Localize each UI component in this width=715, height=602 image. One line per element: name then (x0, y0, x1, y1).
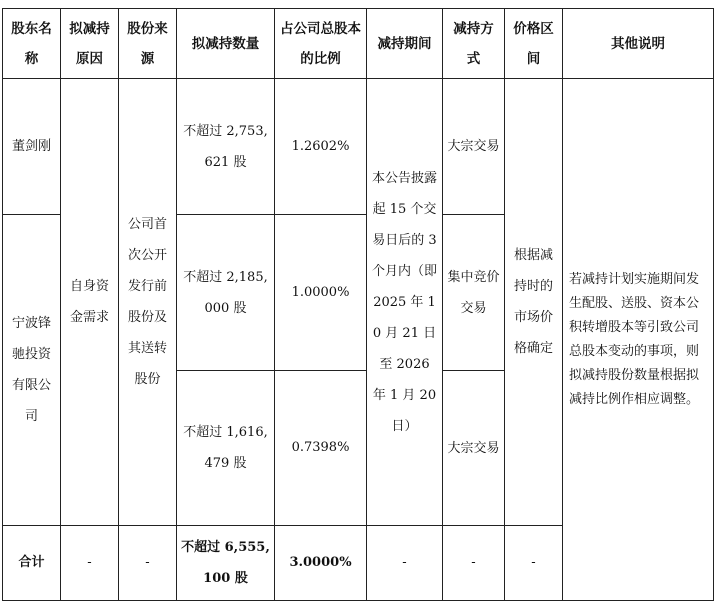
method-cell: 大宗交易 (443, 371, 505, 526)
total-quantity: 不超过 6,555,100 股 (177, 526, 275, 601)
quantity-cell: 不超过 2,185,000 股 (177, 215, 275, 371)
source-cell: 公司首次公开发行前股份及其送转股份 (119, 79, 177, 526)
note-cell: 若减持计划实施期间发生配股、送股、资本公积转增股本等引致公司总股本变动的事项，则拟减持股份数量根据拟减持比例作相应调整。 (563, 79, 714, 601)
header-quantity: 拟减持数量 (177, 9, 275, 79)
price-cell: 根据减持时的市场价格确定 (505, 79, 563, 526)
ratio-cell: 0.7398% (275, 371, 367, 526)
period-cell: 本公告披露起 15 个交易日后的 3 个月内（即 2025 年 10 月 21 日至 2026 年 1 月 20 日） (367, 79, 443, 526)
total-label: 合计 (3, 526, 61, 601)
method-cell: 集中竞价交易 (443, 215, 505, 371)
header-shareholder: 股东名称 (3, 9, 61, 79)
header-source: 股份来源 (119, 9, 177, 79)
ratio-cell: 1.0000% (275, 215, 367, 371)
header-row (3, 9, 714, 79)
total-reason: - (61, 526, 119, 601)
header-note: 其他说明 (563, 9, 714, 79)
table-row (3, 79, 714, 215)
total-source: - (119, 526, 177, 601)
method-cell: 大宗交易 (443, 79, 505, 215)
shareholder-cell: 宁波锋驰投资有限公司 (3, 215, 61, 526)
ratio-cell: 1.2602% (275, 79, 367, 215)
quantity-cell: 不超过 1,616,479 股 (177, 371, 275, 526)
shareholder-cell: 董剑刚 (3, 79, 61, 215)
total-price: - (505, 526, 563, 601)
total-period: - (367, 526, 443, 601)
quantity-cell: 不超过 2,753,621 股 (177, 79, 275, 215)
reason-cell: 自身资金需求 (61, 79, 119, 526)
total-method: - (443, 526, 505, 601)
reduction-plan-table (2, 8, 714, 601)
header-period: 减持期间 (367, 9, 443, 79)
header-reason: 拟减持原因 (61, 9, 119, 79)
header-price: 价格区间 (505, 9, 563, 79)
header-method: 减持方式 (443, 9, 505, 79)
total-ratio: 3.0000% (275, 526, 367, 601)
header-ratio: 占公司总股本的比例 (275, 9, 367, 79)
